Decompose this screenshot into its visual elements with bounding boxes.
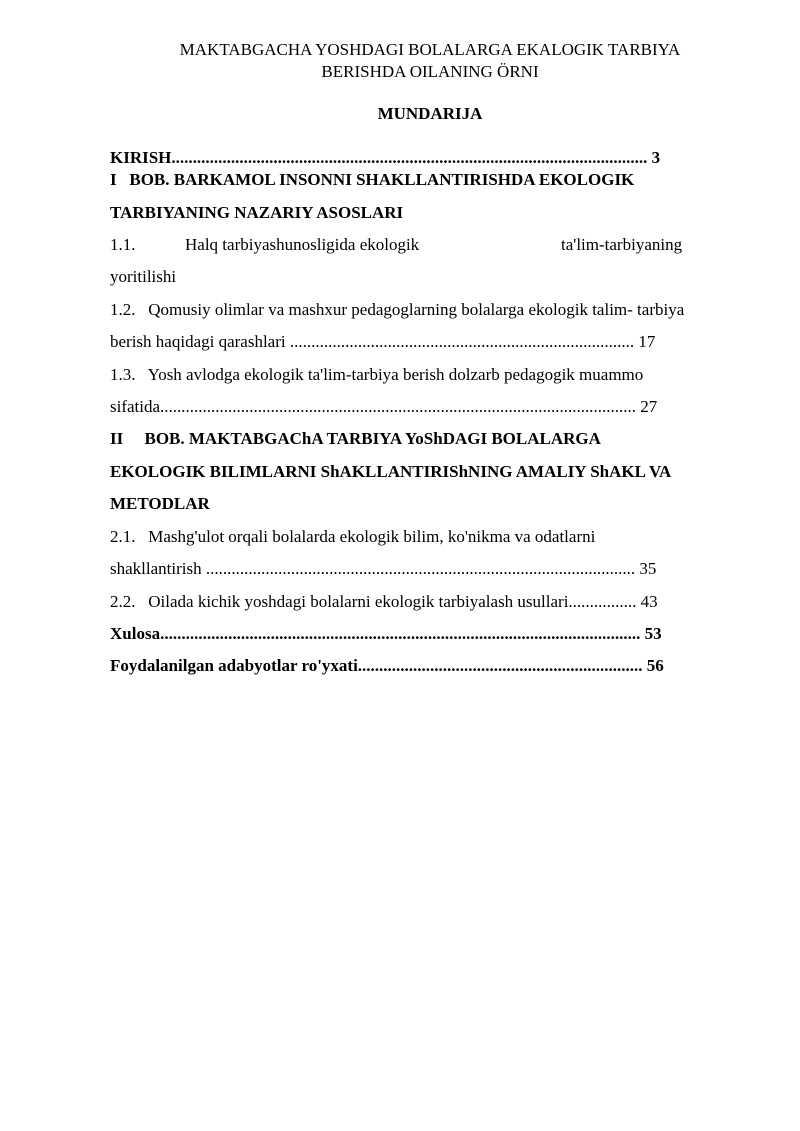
toc-section-1-2-line-2: berish haqidagi qarashlari ................................................................................. 17 (110, 332, 656, 351)
toc-section-1-1-text-a: Halq tarbiyashunosligida ekologik (185, 235, 420, 254)
toc-chapter-2-line-2: EKOLOGIK BILIMLARNI ShAKLLANTIRIShNING AMALIY ShAKL VA (110, 462, 672, 481)
toc-section-1-3-line-2: sifatida................................................................................................................ 27 (110, 397, 658, 416)
toc-heading: MUNDARIJA (377, 104, 483, 123)
toc-section-1-1-number: 1.1. (110, 235, 136, 254)
toc-section-2-2: 2.2. Oilada kichik yoshdagi bolalarni ekologik tarbiyalash usullari................ 43 (110, 592, 658, 611)
toc-section-1-2-line-1: 1.2. Qomusiy olimlar va mashxur pedagoglarning bolalarga ekologik talim- tarbiya (110, 300, 685, 319)
toc-chapter-1-line-2: TARBIYANING NAZARIY ASOSLARI (110, 203, 404, 222)
toc-section-2-1-line-2: shakllantirish ..................................................................................................... 35 (110, 559, 657, 578)
toc-section-1-1-text-b: ta'lim-tarbiyaning (561, 235, 683, 254)
toc-section-1-1-line-2: yoritilishi (110, 267, 177, 286)
toc-chapter-2-line-1: II BOB. MAKTABGAChA TARBIYA YoShDAGI BOLALARGA (110, 429, 601, 448)
toc-entry-xulosa: Xulosa................................................................................................................. 53 (110, 624, 662, 643)
toc-section-2-1-line-1: 2.1. Mashg'ulot orqali bolalarda ekologik bilim, ko'nikma va odatlarni (110, 527, 596, 546)
document-title (100, 39, 760, 83)
title-line-1: MAKTABGACHA YOSHDAGI BOLALARGA EKALOGIK TARBIYA (179, 40, 681, 59)
toc-entry-kirish: KIRISH................................................................................................................ 3 (110, 148, 661, 167)
toc-chapter-1-line-1: I BOB. BARKAMOL INSONNI SHAKLLANTIRISHDA EKOLOGIK (110, 170, 635, 189)
toc-section-1-3-line-1: 1.3. Yosh avlodga ekologik ta'lim-tarbiya berish dolzarb pedagogik muammo (110, 365, 644, 384)
toc-chapter-2-line-3: METODLAR (110, 494, 210, 513)
toc-entry-adabiyotlar: Foydalanilgan adabyotlar ro'yxati................................................................... 56 (110, 656, 664, 675)
title-line-2: BERISHDA OILANING ÖRNI (321, 62, 539, 81)
